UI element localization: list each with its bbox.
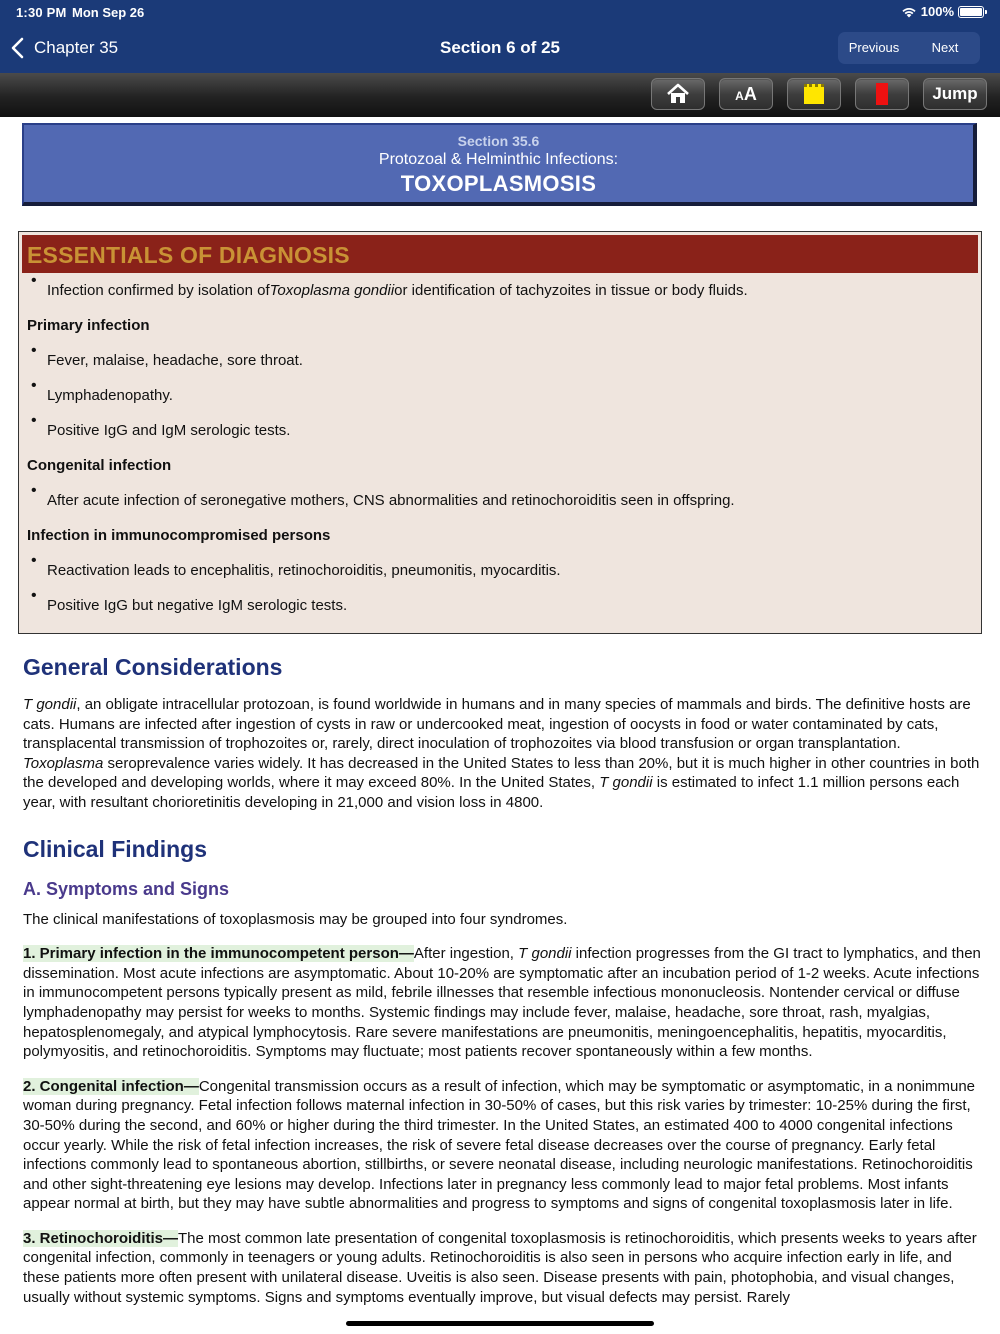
back-button[interactable] [10, 33, 118, 63]
previous-button[interactable]: Previous [848, 40, 900, 55]
syndrome-label: 1. Primary infection in the immunocompetent person— [23, 945, 414, 963]
back-label: Chapter 35 [34, 38, 119, 57]
status-time: 1:30 PM [16, 5, 67, 20]
essentials-item: • Fever, malaise, headache, sore throat. [27, 343, 973, 378]
jump-button[interactable]: Jump [923, 78, 987, 110]
section-number: Section 35.6 [457, 133, 540, 149]
essentials-box [18, 231, 982, 634]
note-button[interactable] [787, 78, 841, 110]
note-icon [804, 84, 824, 104]
symptoms-signs-heading: A. Symptoms and Signs [23, 878, 230, 899]
essentials-subheading: Primary infection [27, 317, 150, 334]
navigation-bar [0, 0, 1000, 73]
status-date: Mon Sep 26 [72, 5, 145, 20]
wifi-icon [901, 6, 917, 18]
essentials-subheading: Congenital infection [27, 457, 172, 474]
battery-percent: 100% [920, 4, 954, 19]
previous-next-control [838, 32, 980, 64]
chevron-left-icon [10, 37, 26, 59]
essentials-item: • Lymphadenopathy. [27, 378, 973, 413]
essentials-item: • Infection confirmed by isolation of Toxoplasma gondii or identification of tachyzoites in tissue or body fluids. [27, 273, 973, 308]
general-considerations-paragraph: T gondii, an obligate intracellular protozoan, is found worldwide in humans and in many species of mammals and birds. The definitive hosts are cats. Humans are infected after ingestion of cysts in raw or undercooked meat, ingestion of oocysts in food or water contaminated by cats, transplacental transmission of trophozoites or, rarely, direct inoculation of trophozoites via blood transfusion or organ transplantation. Toxoplasma seroprevalence varies widely. It has decreased in the United States to less than 20%, but it is much higher in other countries in both the developed and developing worlds, where it may exceed 80%. In the United States, T gondii is estimated to infect 1.1 million persons each year, with resultant chorioretinitis developing in 21,000 and vision loss in 4800. [23, 696, 980, 811]
section-title: TOXOPLASMOSIS [400, 171, 597, 196]
syndrome-paragraph: 2. Congenital infection—Congenital transmission occurs as a result of infection, which may be symptomatic or asymptomatic, in a nonimmune woman during pregnancy. Fetal infection follows maternal infection in 30-50% of cases, but this risk varies by trimester: 10-25% during the first, 30-50% during the second, and 60% or higher during the third trimester. In the United States, an estimated 400 to 4000 congenital infections occur yearly. While the risk of fetal infection increases, the risk of severe fetal disease decreases over the course of pregnancy. Early fetal infections commonly lead to spontaneous abortion, stillbirths, or severe neonatal disease, including neurologic manifestations. Retinochoroiditis and other sight-threatening eye lesions may develop. Infections later in pregnancy less commonly lead to major fetal problems. Most infants appear normal at birth, but they may have subtle abnormalities and progress to symptoms and signs of congenital toxoplasmosis later in life. [23, 1077, 976, 1213]
essentials-item: • Positive IgG but negative IgM serologic tests. [27, 588, 973, 623]
syndrome-paragraph: 1. Primary infection in the immunocompetent person—After ingestion, T gondii infection progresses from the GI tract to lymphatics, and then dissemination. Most acute infections are asymptomatic. About 10-20% are symptomatic after an incubation period of 1-2 weeks. Acute infections in immunocompetent persons typically present as mild, febrile illnesses that resemble infectious mononucleosis. Nontender cervical or diffuse lymphadenopathy may persist for weeks to months. Systemic findings may include fever, malaise, headache, sore throat, rash, myalgias, hepatosplenomegaly, and atypical lymphocytosis. Rare severe manifestations are pneumonitis, meningoencephalitis, hepatitis, myocarditis, polymyositis, and retinochoroiditis. Symptoms may fluctuate; most patients recover spontaneously within a few months. [23, 945, 981, 1061]
organism-name: Toxoplasma gondii [269, 282, 395, 299]
home-button[interactable] [651, 78, 705, 110]
essentials-item: • After acute infection of seronegative mothers, CNS abnormalities and retinochoroiditis seen in offspring. [27, 483, 973, 518]
bookmark-button[interactable] [855, 78, 909, 110]
article-body [23, 654, 983, 1307]
section-header [22, 123, 977, 206]
font-size-icon: AA [735, 83, 757, 104]
page-title: Section 6 of 25 [440, 38, 560, 57]
home-indicator[interactable] [346, 1321, 654, 1326]
clinical-intro-paragraph: The clinical manifestations of toxoplasmosis may be grouped into four syndromes. [23, 910, 568, 928]
essentials-heading: ESSENTIALS OF DIAGNOSIS [22, 235, 978, 273]
essentials-subheading: Infection in immunocompromised persons [27, 527, 331, 544]
syndrome-paragraph: 3. Retinochoroiditis—The most common late presentation of congenital toxoplasmosis is retinochoroiditis, which presents weeks to years after congenital infection, commonly in teenagers or young adults. Retinochoroiditis is also seen in persons who acquire infection early in life, and these patients more often present with unilateral disease. Uveitis is also seen. Disease presents with pain, photophobia, and visual changes, usually without systemic symptoms. Signs and symptoms eventually improve, but visual defects may persist. Rarely [23, 1229, 977, 1306]
home-icon [666, 83, 690, 105]
reader-toolbar [0, 73, 1000, 117]
section-subtitle: Protozoal & Helminthic Infections: [378, 151, 619, 168]
essentials-item: • Reactivation leads to encephalitis, retinochoroiditis, pneumonitis, myocarditis. [27, 553, 973, 588]
syndrome-label: 3. Retinochoroiditis— [23, 1229, 179, 1247]
bookmark-icon [876, 83, 888, 105]
next-button[interactable]: Next [931, 40, 959, 55]
status-indicators [901, 4, 984, 19]
clinical-findings-heading: Clinical Findings [23, 835, 208, 862]
font-size-button[interactable] [719, 78, 773, 110]
syndrome-label: 2. Congenital infection— [23, 1077, 199, 1095]
battery-icon [958, 6, 984, 18]
general-considerations-heading: General Considerations [23, 654, 283, 680]
essentials-item: • Positive IgG and IgM serologic tests. [27, 413, 973, 448]
